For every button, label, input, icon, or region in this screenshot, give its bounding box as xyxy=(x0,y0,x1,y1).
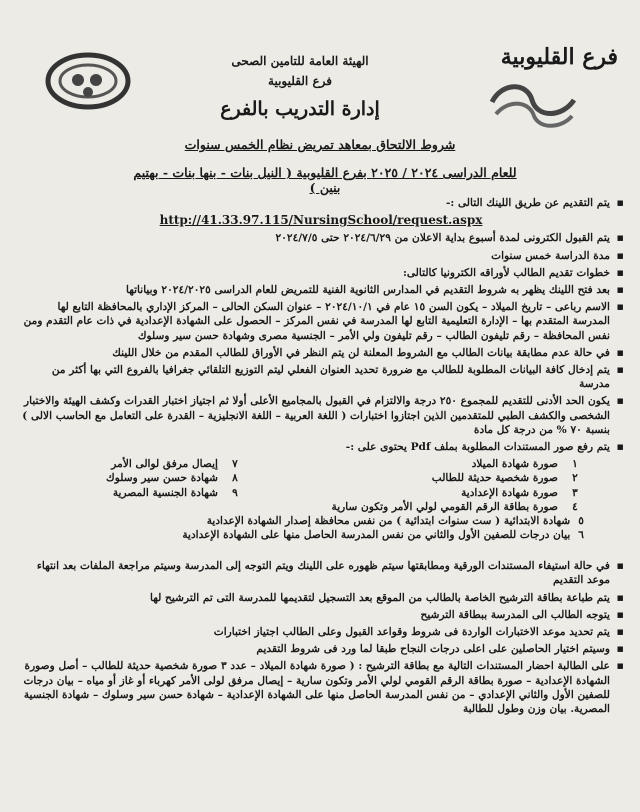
list-item: ▪ على الطالبة احضار المستندات التالية مع بطاقة الترشيح : ( صورة شهادة الميلاد – عدد ٣ صورة شخصية حديثة للطالب – أصل وصورة الشهادة الإعدادية – صورة بطاقة الرقم القومي لولي الأمر وتكون سارية – إيصال مرفق لولى الأمر كهرباء أو غاز أو مياه – بيان درجات للصفين الأول والثاني الإعدادي – من نفس المدرسة الحاصل منها على الشهادة الإعدادية – شهادة حسن سير وسلوك – شهادة الجنسية المصرية. بيان وزن وطول للطالبة xyxy=(18,659,624,716)
document-entry: ٨ شهادة حسن سير وسلوك xyxy=(105,472,238,485)
required-documents xyxy=(18,457,624,553)
list-item: ▪ يتوجه الطالب الى المدرسة ببطاقة الترشيح xyxy=(18,608,624,622)
document-entry: ٤ صورة بطاقة الرقم القومي لولي الأمر وتكون سارية xyxy=(331,500,578,513)
list-item: ▪ وسيتم اختيار الحاصلين على اعلى درجات النجاح طبقا لما ورد فى شروط التقديم xyxy=(18,642,624,656)
list-item: ▪ يتم رفع صور المستندات المطلوبة بملف Pdf يحتوى على :- xyxy=(18,440,624,454)
department-name: إدارة التدريب بالفرع xyxy=(220,98,380,120)
list-item: ▪ يتم تحديد موعد الاختبارات الواردة فى شروط وقواعد القبول وعلى الطالب اجتياز اختبارات xyxy=(18,625,624,639)
document-entry: ٧ إيصال مرفق لوالى الأمر xyxy=(111,458,238,471)
authority-name: الهيئة العامة للتامين الصحى xyxy=(231,54,369,68)
document-entry: ٣ صورة شهادة الإعدادية xyxy=(461,486,578,499)
list-item: ▪ يكون الحد الأدنى للتقديم للمجموع ٢٥٠ درجة والالتزام في القبول بالمجاميع الأعلى أولا ثم اجتياز اختبار القدرات وكشف الهيئة والاختبار الشخصى والكشف الطبي للمتقدمين الذين اجتازوا اختبارات ( اللغة العربية – اللغة الانجليزية – القدرة على التعامل مع الحاسب الالى ) بنسبة ٧٠ % من درجة كل مادة xyxy=(18,394,624,437)
academic-year-line: للعام الدراسى ٢٠٢٤ / ٢٠٢٥ بفرع القليوبية ( النيل بنات - بنها بنات - بهتيم بنين ) xyxy=(133,165,517,195)
document-entry: ٥ شهادة الابتدائية ( ست سنوات ابتدائية ) من نفس محافظة إصدار الشهادة الإعدادية xyxy=(206,515,584,528)
health-insurance-logo xyxy=(38,48,138,114)
list-item: ▪ يتم القبول الكترونى لمدة أسبوع بداية الاعلان من ٢٠٢٤/٦/٢٩ حتى ٢٠٢٤/٧/٥ xyxy=(18,231,624,245)
list-item: ▪ خطوات تقديم الطالب لأوراقه الكترونيا كالتالى: xyxy=(18,266,624,280)
documents-column-right xyxy=(182,457,584,542)
list-item: ▪ بعد فتح اللينك يظهر به شروط التقديم في المدارس الثانوية الفنية للتمريض للعام الدراسى ٢٠٢٤/٢٠٢٥ وبياناتها xyxy=(18,283,624,297)
document-entry: ١ صورة شهادة الميلاد xyxy=(471,458,578,471)
branch-logo-swirl xyxy=(482,72,582,138)
list-item: ▪ الاسم رباعى – تاريخ الميلاد – يكون السن ١٥ عام في ٢٠٢٤/١٠/١ – عنوان السكن الحالى – المركز الإداري بالمحافظة التابع لها المدرسة المتقدم بها – الإدارة التعليمية التابع لها المدرسة في نفس المركز – الحصول على الشهادة الإعدادية في ذات عام التقدم ومن نفس المحافظة – رقم تليفون الطالب – رقم تليفون ولي الأمر – الجنسية مصرى وشهادة حسن سير وسلوك xyxy=(18,300,624,343)
list-item: ▪ يتم التقديم عن طريق اللينك التالى :- xyxy=(18,196,624,210)
application-link[interactable]: http://41.33.97.115/NursingSchool/request.aspx xyxy=(159,213,483,228)
requirements-list xyxy=(18,196,624,719)
document-entry: ٢ صورة شخصية حديثة للطالب xyxy=(431,472,578,485)
document-entry: ٩ شهادة الجنسية المصرية xyxy=(112,486,238,499)
list-item: ▪ يتم طباعة بطاقة الترشيح الخاصة بالطالب من الموقع بعد التسجيل لتقديمها للمدرسة التى تم الترشيح لها xyxy=(18,591,624,605)
list-item: ▪ في حالة استيفاء المستندات الورقية ومطابقتها سيتم ظهوره على اللينك ويتم التوجه إلى المدرسة وسيتم مراجعة الملفات بعد انتهاء موعد التقديم xyxy=(18,559,624,587)
branch-name: فرع القليوبية xyxy=(268,74,332,88)
list-item: ▪ مدة الدراسة خمس سنوات xyxy=(18,249,624,263)
document-entry: ٦ بيان درجات للصفين الأول والثاني من نفس المدرسة الحاصل منها على الشهادة الإعدادية xyxy=(182,529,584,542)
documents-column-left xyxy=(24,457,244,500)
list-item: ▪ في حالة عدم مطابقة بيانات الطالب مع الشروط المعلنة لن يتم النظر في الأوراق للطالب المقدم من خلال اللينك xyxy=(18,346,624,360)
list-item: ▪ يتم إدخال كافة البيانات المطلوبة للطالب مع ضرورة تحديد العنوان الفعلي ليتم التوزيع التلقائي جغرافيا بالفروع التي بها أكثر من مدرسة xyxy=(18,363,624,391)
branch-logo-text: فرع القليوبية xyxy=(500,44,618,70)
document-title: شروط الالتحاق بمعاهد تمريض نظام الخمس سنوات xyxy=(184,137,456,152)
